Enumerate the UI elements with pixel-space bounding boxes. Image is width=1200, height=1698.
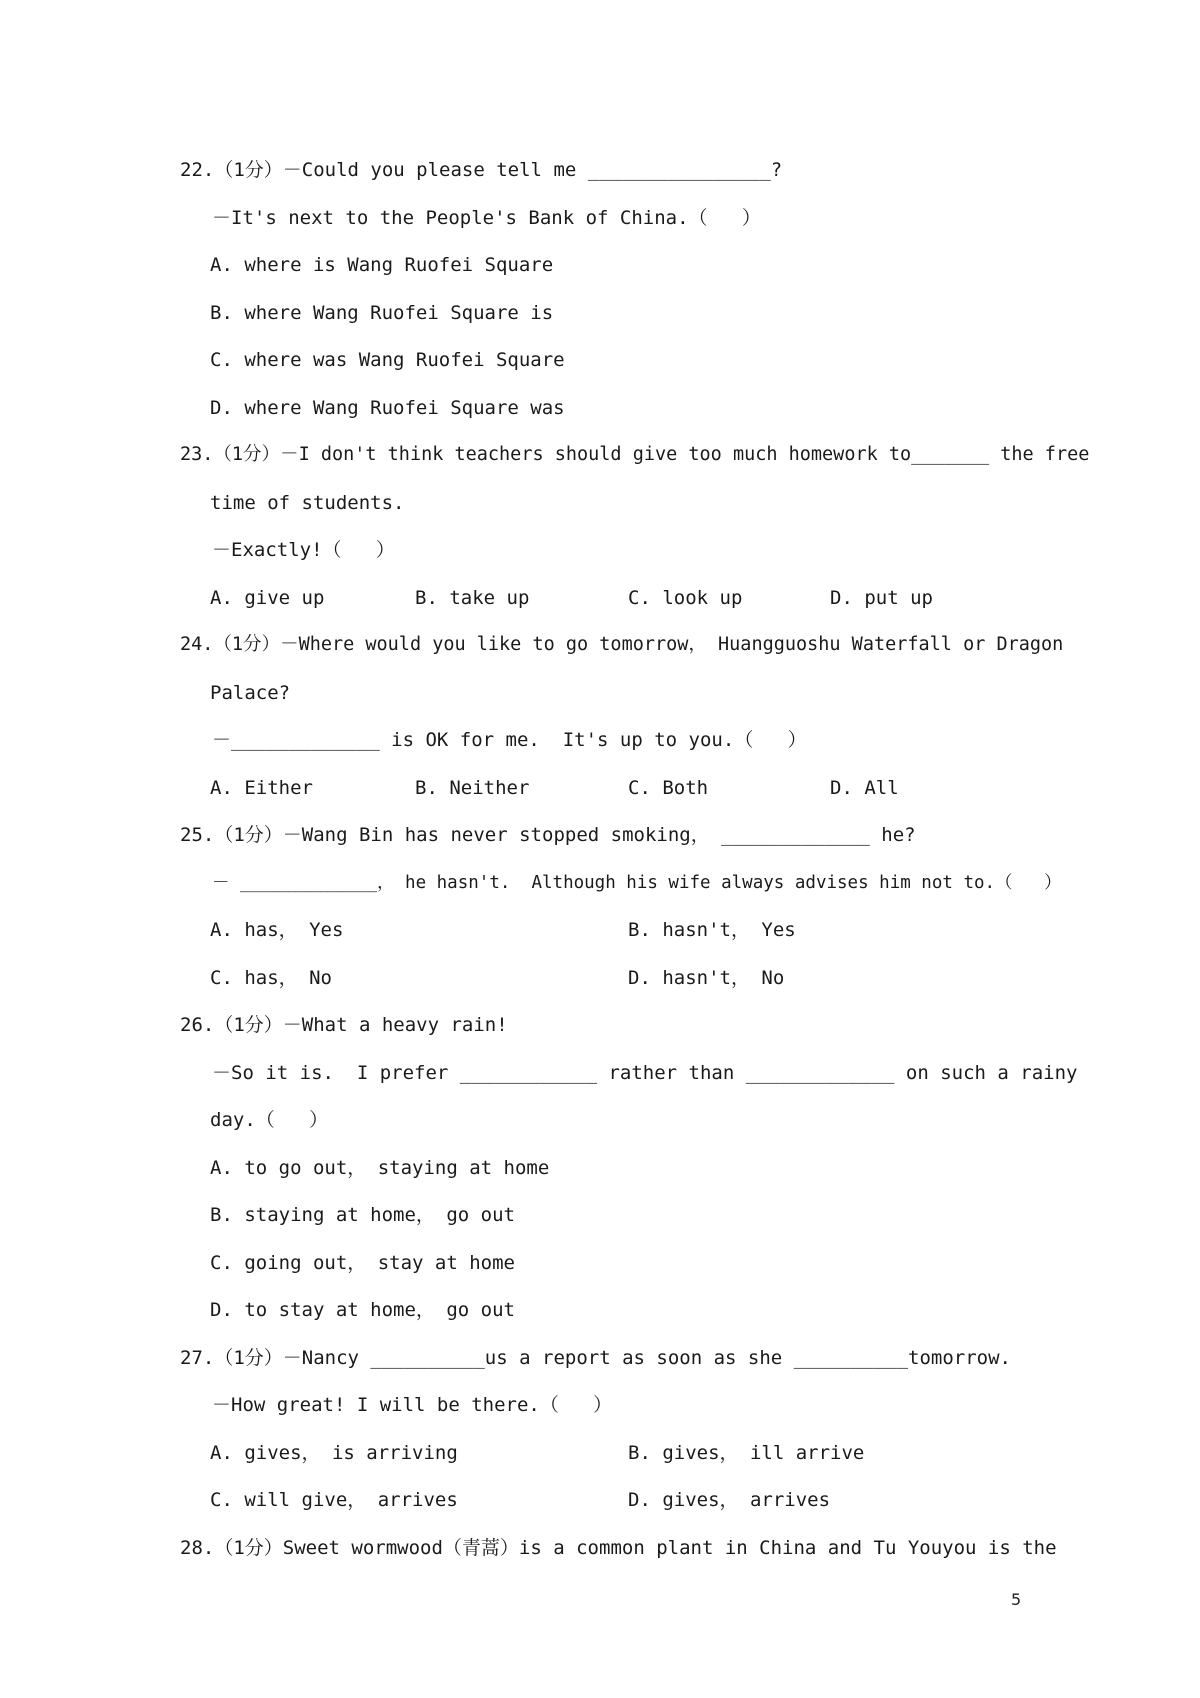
question-23-option-c: C. look up [628, 587, 743, 609]
question-26-stem [180, 1012, 508, 1038]
question-number: 22. [180, 159, 215, 181]
question-27-stem [180, 1345, 1011, 1371]
question-28-stem [180, 1535, 1057, 1561]
question-23-option-b: B. take up [415, 587, 530, 609]
question-23-option-d: D. put up [830, 587, 933, 609]
question-27-answer-line: －How great! I will be there.（ ） [212, 1394, 613, 1416]
page-number: 5 [1011, 1590, 1022, 1609]
question-27-option-a: A. gives， is arriving [210, 1442, 458, 1464]
question-25-option-b: B. hasn't， Yes [628, 919, 796, 941]
question-26-answer-line: －So it is. I prefer ____________ rather than _____________ on such a rainy [212, 1062, 1078, 1084]
question-24-option-c: C. Both [628, 777, 709, 799]
question-text: －Could you please tell me ________________? [282, 159, 783, 181]
question-points: （1分） [214, 1014, 283, 1036]
question-22-stem [180, 157, 782, 183]
question-24-answer-line: －_____________ is OK for me. It's up to you.（ ） [212, 729, 807, 751]
question-25-answer-line: － _____________， he hasn't. Although his wife always advises him not to.（ ） [212, 873, 1062, 893]
question-22-option-c: C. where was Wang Ruofei Square [210, 349, 565, 371]
question-23-stem [180, 442, 1089, 468]
question-26-option-c: C. going out， stay at home [210, 1252, 515, 1274]
question-number: 28. [180, 1537, 215, 1559]
question-number: 26. [180, 1014, 215, 1036]
question-22-answer-line: －It's next to the People's Bank of China.（ ） [212, 207, 761, 229]
question-24-option-a: A. Either [210, 777, 313, 799]
question-25-option-d: D. hasn't， No [628, 967, 785, 989]
question-points: （1分） [214, 824, 283, 846]
question-25-stem [180, 822, 916, 848]
question-points: （1分） [213, 634, 281, 655]
question-number: 24. [180, 634, 214, 655]
question-23-option-a: A. give up [210, 587, 325, 609]
question-25-option-c: C. has， No [210, 967, 332, 989]
question-24-stem [180, 632, 1063, 658]
question-24-option-b: B. Neither [415, 777, 530, 799]
question-23-answer-line: －Exactly!（ ） [212, 539, 395, 561]
question-text: －I don't think teachers should give too much homework to_______ the free [280, 444, 1090, 465]
question-text: －Wang Bin has never stopped smoking， _____________ he? [282, 824, 916, 846]
question-number: 23. [180, 444, 214, 465]
question-22-option-d: D. where Wang Ruofei Square was [210, 397, 565, 419]
question-text: －Where would you like to go tomorrow， Huangguoshu Waterfall or Dragon [280, 634, 1064, 655]
question-text: －What a heavy rain! [282, 1014, 508, 1036]
question-27-option-b: B. gives， ill arrive [628, 1442, 865, 1464]
question-24-text-continued: Palace? [210, 682, 291, 704]
question-26-text-continued: day.（ ） [210, 1109, 329, 1131]
question-number: 27. [180, 1347, 215, 1369]
question-number: 25. [180, 824, 215, 846]
question-27-option-c: C. will give， arrives [210, 1489, 458, 1511]
question-26-option-b: B. staying at home， go out [210, 1204, 515, 1226]
question-points: （1分） [214, 1537, 283, 1559]
question-26-option-d: D. to stay at home， go out [210, 1299, 515, 1321]
question-points: （1分） [213, 444, 281, 465]
question-points: （1分） [214, 159, 283, 181]
question-27-option-d: D. gives， arrives [628, 1489, 831, 1511]
question-26-option-a: A. to go out， staying at home [210, 1157, 550, 1179]
question-22-option-b: B. where Wang Ruofei Square is [210, 302, 554, 324]
question-text: －Nancy __________us a report as soon as she __________tomorrow. [282, 1347, 1011, 1369]
question-text: Sweet wormwood（青蒿）is a common plant in China and Tu Youyou is the [282, 1537, 1057, 1559]
question-22-option-a: A. where is Wang Ruofei Square [210, 254, 554, 276]
question-23-text-continued: time of students. [210, 492, 405, 514]
question-points: （1分） [214, 1347, 283, 1369]
question-24-option-d: D. All [830, 777, 899, 799]
question-25-option-a: A. has， Yes [210, 919, 344, 941]
